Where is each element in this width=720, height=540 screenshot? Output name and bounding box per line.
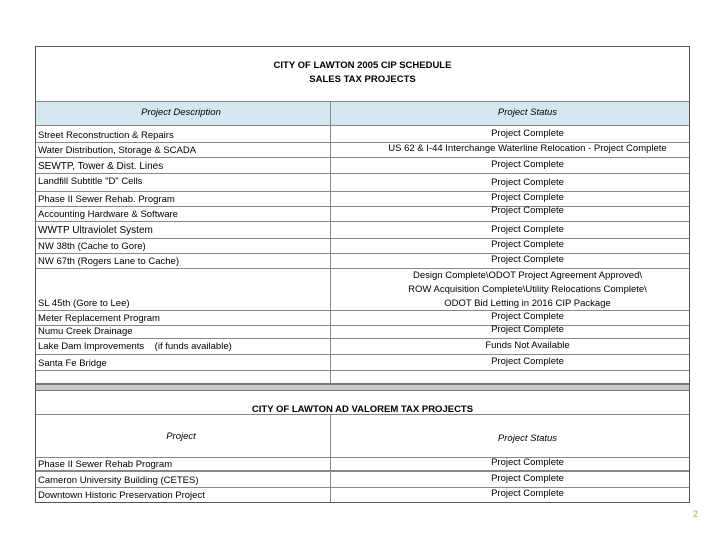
sales-title-line2: SALES TAX PROJECTS (309, 74, 416, 85)
ad-valorem-title-row (36, 391, 689, 415)
row-description: WWTP Ultraviolet System (38, 225, 153, 236)
row-description: Lake Dam Improvements (if funds available) (38, 341, 232, 352)
sales-title-line1: CITY OF LAWTON 2005 CIP SCHEDULE (273, 60, 452, 71)
row-status-line: ODOT Bid Letting in 2016 CIP Package (444, 298, 611, 309)
table-row (36, 269, 689, 311)
table-row (36, 207, 689, 222)
column-header-project: Project (166, 431, 196, 442)
row-description: Landfill Subtitle "D" Cells (38, 176, 143, 187)
row-status: Project Complete (491, 239, 564, 250)
row-description: NW 38th (Cache to Gore) (38, 241, 146, 252)
row-description: Numu Creek Drainage (38, 326, 133, 337)
table-row (36, 158, 689, 174)
row-description: Accounting Hardware & Software (38, 209, 178, 220)
table-row (36, 254, 689, 269)
row-status: Project Complete (491, 192, 564, 203)
row-status: Project Complete (491, 356, 564, 367)
row-description: SEWTP, Tower & Dist. Lines (38, 161, 164, 172)
row-description: Meter Replacement Program (38, 313, 160, 324)
row-status-line: ROW Acquisition Complete\Utility Relocations Complete\ (408, 284, 647, 295)
row-status: Project Complete (491, 159, 564, 170)
row-status: Funds Not Available (485, 340, 570, 351)
table-row (36, 457, 689, 472)
row-status-multiline (366, 269, 689, 311)
row-description: Santa Fe Bridge (38, 358, 107, 369)
row-description: Water Distribution, Storage & SCADA (38, 145, 197, 156)
row-status: Project Complete (491, 311, 564, 322)
row-status: Project Complete (491, 254, 564, 265)
row-status: Project Complete (491, 205, 564, 216)
table-row (36, 143, 689, 158)
table-row (36, 488, 689, 502)
row-status: Project Complete (491, 457, 564, 468)
section-separator (36, 383, 689, 391)
row-status-line: Design Complete\ODOT Project Agreement Approved\ (413, 270, 642, 281)
ad-valorem-title: CITY OF LAWTON AD VALOREM TAX PROJECTS (251, 404, 474, 415)
sales-header-row (36, 101, 689, 126)
row-status: Project Complete (491, 224, 564, 235)
row-description: Downtown Historic Preservation Project (38, 490, 205, 501)
page-number: 2 (692, 509, 698, 519)
row-description: SL 45th (Gore to Lee) (38, 298, 130, 309)
column-header-status: Project Status (497, 433, 558, 444)
row-description: Cameron University Building (CETES) (38, 475, 199, 486)
row-status: US 62 & I-44 Interchange Waterline Relocation - Project Complete (388, 143, 667, 154)
row-status: Project Complete (491, 128, 564, 139)
row-status: Project Complete (491, 473, 564, 484)
table-row (36, 339, 689, 355)
column-header-description: Project Description (141, 107, 221, 118)
row-status: Project Complete (491, 177, 564, 188)
column-header-status: Project Status (497, 107, 558, 118)
row-description: NW 67th (Rogers Lane to Cache) (38, 256, 179, 267)
row-status: Project Complete (491, 488, 564, 499)
row-description: Street Reconstruction & Repairs (38, 130, 174, 141)
row-description: Phase II Sewer Rehab. Program (38, 194, 175, 205)
row-description: Phase II Sewer Rehab Program (38, 459, 173, 470)
table-row (36, 325, 689, 339)
table-row (36, 355, 689, 371)
row-status: Project Complete (491, 324, 564, 335)
